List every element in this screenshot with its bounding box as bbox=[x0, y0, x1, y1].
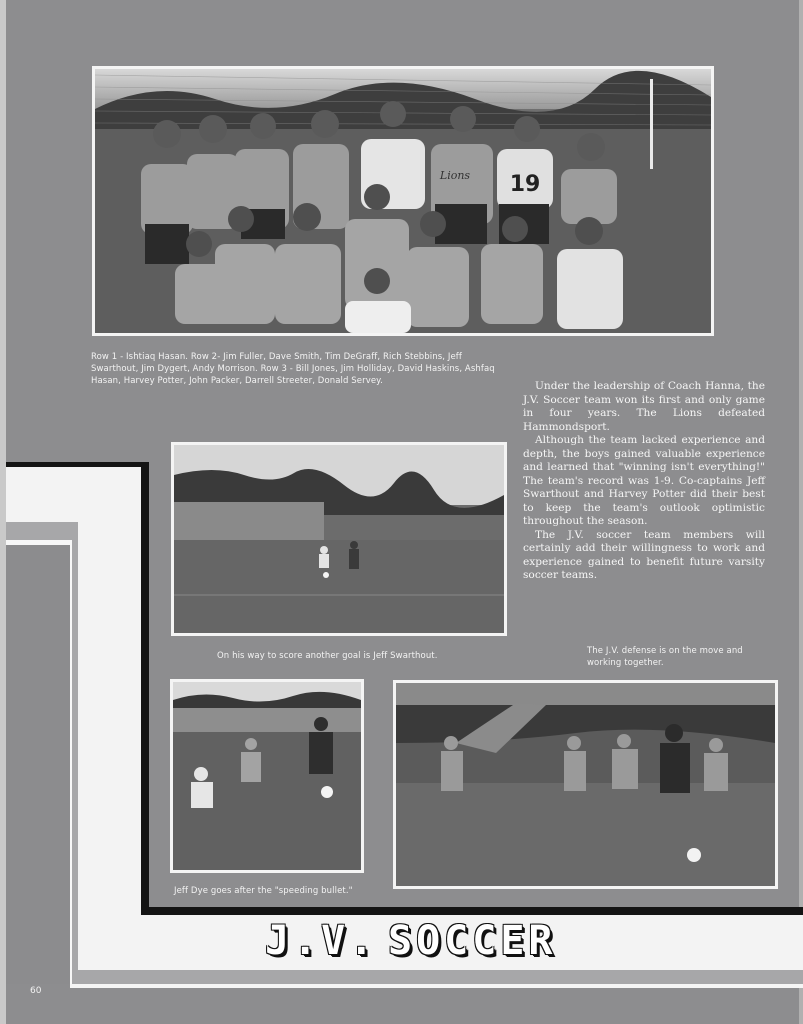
shirt-text: Lions bbox=[439, 169, 471, 182]
article-paragraph: The J.V. soccer team members will certainly add their willingness to work and experience gained to benefit future varsity soccer teams. bbox=[523, 528, 765, 581]
page-title-soccer: SOCCER bbox=[388, 918, 557, 964]
speeding-bullet-caption: Jeff Dye goes after the "speeding bullet." bbox=[174, 886, 353, 896]
defense-photo bbox=[393, 680, 778, 889]
article-body bbox=[523, 380, 765, 583]
score-photo-caption: On his way to score another goal is Jeff Swarthout. bbox=[217, 651, 438, 661]
speeding-bullet-photo bbox=[170, 679, 364, 873]
decorative-frame bbox=[70, 984, 803, 988]
decorative-frame bbox=[6, 462, 149, 467]
article-paragraph: Although the team lacked experience and depth, the boys gained valuable experience and learned that "winning isn't everything!" The team's record was 1-9. Co-captains Jeff Swarthout and Harvey Potter did their best to keep the team's outlook optimistic throughout the season. bbox=[523, 434, 765, 527]
decorative-frame bbox=[141, 462, 149, 914]
decorative-frame bbox=[141, 907, 803, 915]
score-photo bbox=[171, 442, 507, 636]
page-right-edge bbox=[799, 0, 803, 1024]
defense-photo-caption: The J.V. defense is on the move and working together. bbox=[587, 646, 743, 668]
team-photo-caption: Row 1 - Ishtiaq Hasan. Row 2- Jim Fuller, Dave Smith, Tim DeGraff, Rich Stebbins, Jeff Swarthout, Jim Dygert, Andy Morrison. Row 3 - Bill Jones, Jim Holliday, David Haskins, Ashfaq Hasan, Harvey Potter, John Packer, Darrell Streeter, Donald Servey. bbox=[91, 352, 495, 386]
page-number: 60 bbox=[30, 986, 42, 996]
jersey-number: 19 bbox=[509, 172, 541, 197]
team-photo bbox=[92, 66, 714, 336]
article-paragraph: Under the leadership of Coach Hanna, the J.V. Soccer team won its first and only game in four years. The Lions defeated Hammondsport. bbox=[523, 380, 765, 433]
decorative-frame bbox=[78, 970, 803, 984]
page-title-jv: J.V. bbox=[265, 918, 378, 964]
decorative-frame bbox=[6, 545, 70, 984]
